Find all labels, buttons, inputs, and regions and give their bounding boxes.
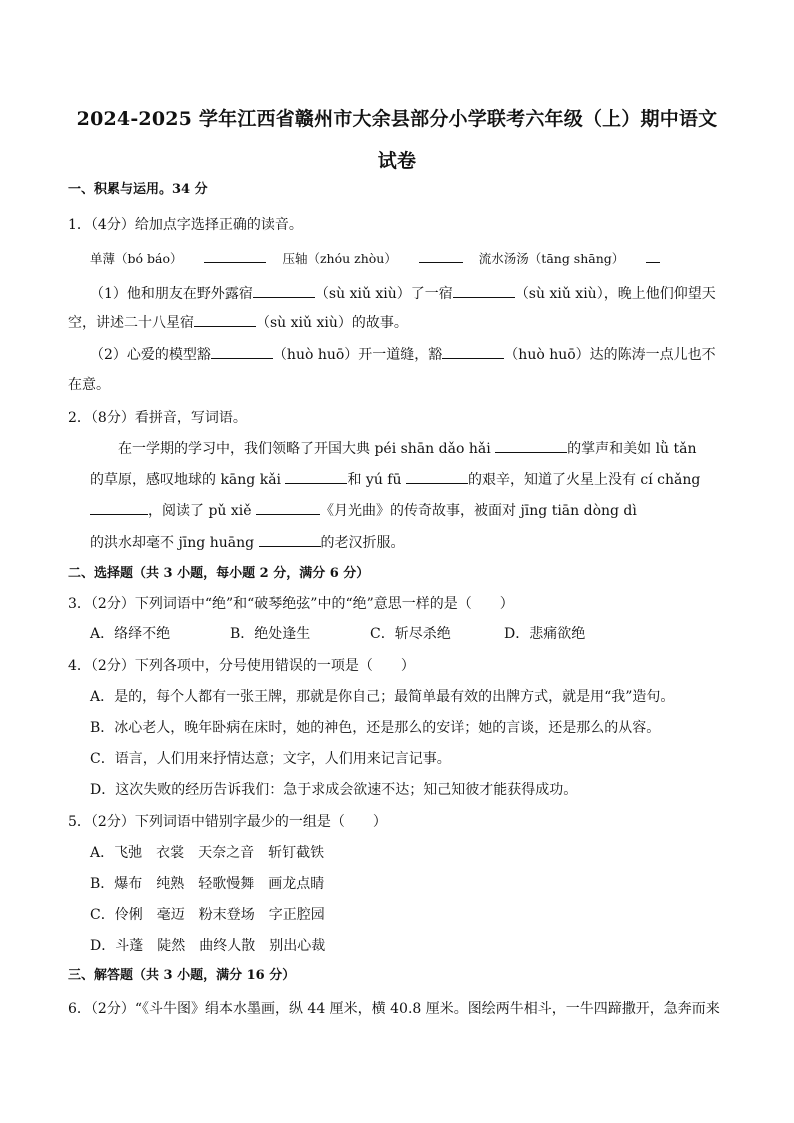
q2-text-2a: 的草原，感叹地球的 kāng kǎi — [90, 472, 282, 488]
q1-sub2-line2: 在意。 — [68, 377, 110, 393]
q5-option-c[interactable]: C．伶俐 毫迈 粉末登场 字正腔园 — [90, 907, 325, 923]
q3-stem: 3．（2分）下列词语中“绝”和“破琴绝弦”中的“绝”意思一样的是（ ） — [68, 596, 514, 612]
q2-text-1b: 的掌声和美如 lǜ tǎn — [567, 441, 697, 457]
q1-sub1-line2 — [68, 312, 408, 333]
page-title-line2: 试卷 — [377, 150, 417, 172]
q2-blank-6[interactable] — [259, 532, 321, 547]
q1-word-3: 流水汤汤（tāng shāng） — [478, 251, 625, 266]
page-title-line1: 2024-2025 学年江西省赣州市大余县部分小学联考六年级（上）期中语文 — [76, 108, 718, 130]
q1-sub2-blank-2[interactable] — [442, 344, 504, 359]
q2-text-2b: 和 yú fū — [347, 472, 402, 488]
q1-word-row — [90, 248, 660, 269]
q1-sub2-line1 — [90, 344, 716, 365]
section2-heading: 二、选择题（共 3 小题，每小题 2 分，满分 6 分） — [68, 566, 370, 581]
q1-sub1-line1 — [90, 283, 716, 304]
q3-option-c[interactable]: C．斩尽杀绝 — [370, 626, 451, 642]
q1-sub1-text-e: （sù xiǔ xiù）的故事。 — [256, 315, 408, 331]
q1-sub1-text-b: （sù xiǔ xiù）了一宿 — [314, 286, 453, 302]
q4-option-c[interactable]: C．语言，人们用来抒情达意；文字，人们用来记言记事。 — [90, 751, 451, 767]
q1-sub1-blank-1[interactable] — [253, 283, 315, 298]
q3-option-a[interactable]: A．络绎不绝 — [90, 626, 171, 642]
section1-heading: 一、积累与运用。34 分 — [68, 182, 208, 197]
q5-option-b[interactable]: B．爆布 纯熟 轻歌慢舞 画龙点睛 — [90, 876, 325, 892]
q1-sub1-text-d: 空，讲述二十八星宿 — [68, 315, 194, 331]
section3-heading: 三、解答题（共 3 小题，满分 16 分） — [68, 968, 296, 983]
q1-sub1-blank-2[interactable] — [453, 283, 515, 298]
q3-options — [90, 624, 585, 644]
q1-sub1-text-c: （sù xiǔ xiù），晚上他们仰望天 — [514, 286, 716, 302]
q1-blank-1[interactable] — [204, 248, 266, 263]
q1-sub2-text-b: （huò huō）开一道缝，豁 — [272, 347, 443, 363]
q2-line1 — [118, 438, 697, 459]
q1-blank-2[interactable] — [419, 248, 463, 263]
q4-option-d[interactable]: D．这次失败的经历告诉我们：急于求成会欲速不达；知己知彼才能获得成功。 — [90, 782, 578, 798]
q1-blank-3[interactable] — [646, 248, 660, 263]
q2-line3 — [90, 500, 637, 521]
q2-stem: 2．（8分）看拼音，写词语。 — [68, 410, 247, 426]
q1-stem: 1．（4分）给加点字选择正确的读音。 — [68, 217, 303, 233]
q2-blank-2[interactable] — [285, 469, 347, 484]
q2-text-4a: 的洪水却毫不 jīng huāng — [90, 535, 255, 551]
q2-text-3a: ，阅读了 pǔ xiě — [148, 503, 252, 519]
q4-option-b[interactable]: B．冰心老人，晚年卧病在床时，她的神色，还是那么的安详；她的言谈，还是那么的从容。 — [90, 720, 661, 736]
q4-option-a[interactable]: A．是的，每个人都有一张王牌，那就是你自己；最简单最有效的出牌方式，就是用“我”造句。 — [90, 689, 675, 705]
q2-line2 — [90, 469, 700, 490]
q2-blank-4[interactable] — [90, 500, 148, 515]
q6-stem: 6．（2分）“《斗牛图》绢本水墨画，纵 44 厘米，横 40.8 厘米。图绘两牛相斗，一牛四蹄撒开，急奔而来 — [68, 1001, 720, 1017]
q1-sub2-text-c: （huò huō）达的陈涛一点儿也不 — [504, 347, 716, 363]
q1-sub2-blank-1[interactable] — [211, 344, 273, 359]
q2-text-4b: 的老汉折服。 — [320, 535, 405, 551]
q3-option-d[interactable]: D．悲痛欲绝 — [504, 626, 586, 642]
q4-stem: 4．（2分）下列各项中，分号使用错误的一项是（ ） — [68, 658, 415, 674]
q2-blank-5[interactable] — [256, 500, 320, 515]
q2-text-2c: 的艰辛，知道了火星上没有 cí chǎng — [467, 472, 701, 488]
q1-word-1: 单薄（bó báo） — [90, 251, 183, 266]
q1-sub1-text-a: （1）他和朋友在野外露宿 — [90, 286, 253, 302]
q2-text-3b: 《月光曲》的传奇故事，被面对 jīng tiān dòng dì — [320, 503, 637, 519]
q1-sub2-text-a: （2）心爱的模型豁 — [90, 347, 211, 363]
q2-blank-1[interactable] — [495, 438, 567, 453]
q5-option-d[interactable]: D．斗蓬 陡然 曲终人散 别出心裁 — [90, 938, 326, 954]
q5-stem: 5．（2分）下列词语中错别字最少的一组是（ ） — [68, 814, 387, 830]
q2-text-1a: 在一学期的学习中，我们领略了开国大典 péi shān dǎo hǎi — [118, 441, 491, 457]
q5-option-a[interactable]: A．飞弛 衣裳 天奈之音 斩钉截铁 — [90, 845, 325, 861]
q1-word-2: 压轴（zhóu zhòu） — [282, 251, 397, 266]
q2-blank-3[interactable] — [406, 469, 468, 484]
q3-option-b[interactable]: B．绝处逢生 — [230, 626, 311, 642]
q2-line4 — [90, 532, 405, 553]
q1-sub1-blank-3[interactable] — [194, 312, 256, 327]
